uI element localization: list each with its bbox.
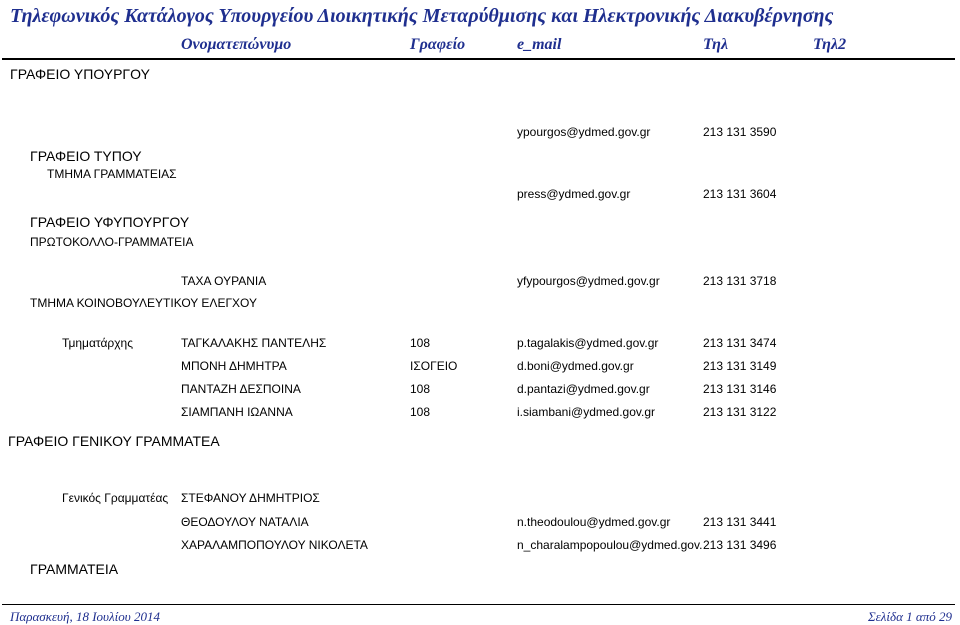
section-general-secretary-office: ΓΡΑΦΕΙΟ ΓΕΝΙΚΟΥ ΓΡΑΜΜΑΤΕΑ — [8, 433, 220, 449]
column-header-phone: Τηλ — [703, 36, 729, 53]
phone-cell: 213 131 3474 — [703, 336, 777, 350]
office-cell: ΙΣΟΓΕΙΟ — [410, 359, 458, 373]
section-parliamentary-control: ΤΜΗΜΑ ΚΟΙΝΟΒΟΥΛΕΥΤΙΚΟΥ ΕΛΕΓΧΟΥ — [30, 296, 258, 310]
office-cell: 108 — [410, 405, 431, 419]
email-cell: i.siambani@ydmed.gov.gr — [517, 405, 656, 419]
footer-date: Παρασκευή, 18 Ιουλίου 2014 — [10, 609, 160, 624]
office-cell: 108 — [410, 336, 431, 350]
header-rule — [2, 58, 955, 60]
section-press-office: ΓΡΑΦΕΙΟ ΤΥΠΟΥ — [30, 148, 142, 164]
office-cell: 108 — [410, 382, 431, 396]
phone-cell: 213 131 3718 — [703, 274, 777, 288]
phone-cell: 213 131 3146 — [703, 382, 777, 396]
name-cell: ΜΠΟΝΗ ΔΗΜΗΤΡΑ — [181, 359, 287, 373]
subsection-protocol-secretariat: ΠΡΩΤΟΚΟΛΛΟ-ΓΡΑΜΜΑΤΕΙΑ — [30, 235, 194, 249]
subsection-secretariat-dept: ΤΜΗΜΑ ΓΡΑΜΜΑΤΕΙΑΣ — [47, 167, 177, 181]
name-cell: ΘΕΟΔΟΥΛΟΥ ΝΑΤΑΛΙΑ — [181, 515, 309, 529]
email-cell: yfypourgos@ydmed.gov.gr — [517, 274, 660, 288]
phone-cell: 213 131 3496 — [703, 538, 777, 552]
role-cell: Γενικός Γραμματέας — [62, 491, 169, 505]
name-cell: ΣΤΕΦΑΝΟΥ ΔΗΜΗΤΡΙΟΣ — [181, 491, 320, 505]
column-header-phone2: Τηλ2 — [813, 36, 847, 53]
email-cell: n_charalampopoulou@ydmed.gov. — [517, 538, 703, 552]
column-header-name: Ονοματεπώνυμο — [181, 36, 292, 53]
phone-cell: 213 131 3149 — [703, 359, 777, 373]
section-minister-office: ΓΡΑΦΕΙΟ ΥΠΟΥΡΓΟΥ — [10, 66, 150, 82]
column-header-email: e_mail — [517, 36, 562, 53]
name-cell: ΧΑΡΑΛΑΜΠΟΠΟΥΛΟΥ ΝΙΚΟΛΕΤΑ — [181, 538, 368, 552]
name-cell: ΠΑΝΤΑΖΗ ΔΕΣΠΟΙΝΑ — [181, 382, 301, 396]
footer-page-number: Σελίδα 1 από 29 — [867, 609, 952, 624]
phone-cell: 213 131 3590 — [703, 125, 777, 139]
section-secretariat: ΓΡΑΜΜΑΤΕΙΑ — [30, 561, 119, 577]
email-cell: press@ydmed.gov.gr — [517, 187, 631, 201]
name-cell: ΤΑΓΚΑΛΑΚΗΣ ΠΑΝΤΕΛΗΣ — [181, 336, 327, 350]
email-cell: n.theodoulou@ydmed.gov.gr — [517, 515, 671, 529]
email-cell: p.tagalakis@ydmed.gov.gr — [517, 336, 659, 350]
column-header-office: Γραφείο — [410, 36, 466, 53]
footer-rule — [2, 604, 955, 605]
email-cell: d.pantazi@ydmed.gov.gr — [517, 382, 650, 396]
section-deputy-minister-office: ΓΡΑΦΕΙΟ ΥΦΥΠΟΥΡΓΟΥ — [30, 214, 190, 230]
phone-cell: 213 131 3441 — [703, 515, 777, 529]
email-cell: d.boni@ydmed.gov.gr — [517, 359, 634, 373]
phone-cell: 213 131 3604 — [703, 187, 777, 201]
role-cell: Τμηματάρχης — [62, 336, 133, 350]
name-cell: ΣΙΑΜΠΑΝΗ ΙΩΑΝΝΑ — [181, 405, 293, 419]
phone-cell: 213 131 3122 — [703, 405, 777, 419]
document-title: Τηλεφωνικός Κατάλογος Υπουργείου Διοικητικής Μεταρύθμισης και Ηλεκτρονικής Διακυβέρνησης — [10, 5, 834, 27]
name-cell: ΤΑΧΑ ΟΥΡΑΝΙΑ — [181, 274, 267, 288]
email-cell: ypourgos@ydmed.gov.gr — [517, 125, 651, 139]
